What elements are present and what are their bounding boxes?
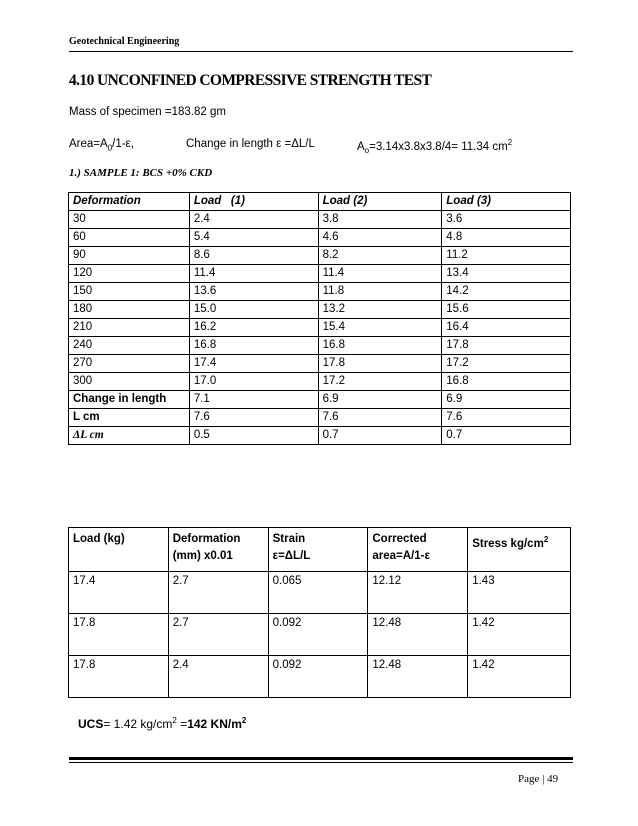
table-cell: 5.4 [189, 229, 318, 247]
table-cell: 300 [69, 373, 190, 391]
table-cell: 12.12 [368, 572, 468, 614]
column-header: Load (1) [189, 193, 318, 211]
table-cell: 3.8 [318, 211, 442, 229]
table-cell: 16.8 [189, 337, 318, 355]
table-cell: 17.2 [442, 355, 571, 373]
table-cell: 270 [69, 355, 190, 373]
table-cell: 13.4 [442, 265, 571, 283]
load-deformation-table [68, 192, 571, 445]
table-cell: 17.8 [69, 656, 169, 698]
table-cell: 16.8 [318, 337, 442, 355]
header-divider [69, 51, 573, 52]
table-cell: 60 [69, 229, 190, 247]
running-header: Geotechnical Engineering [69, 36, 180, 47]
section-title: 4.10 UNCONFINED COMPRESSIVE STRENGTH TEST [69, 72, 432, 89]
table-row [69, 319, 571, 337]
column-header: Load (kg) [69, 528, 169, 572]
page-number: Page | 49 [518, 773, 559, 785]
table-cell: 0.092 [268, 656, 368, 698]
table-cell: L cm [69, 409, 190, 427]
table-cell: 150 [69, 283, 190, 301]
table-cell: 2.4 [189, 211, 318, 229]
table-header-row [69, 528, 571, 572]
table-row [69, 283, 571, 301]
table-cell: 2.7 [168, 614, 268, 656]
table-cell: 7.6 [189, 409, 318, 427]
table-cell: 17.8 [69, 614, 169, 656]
table-cell: 210 [69, 319, 190, 337]
table-cell: 11.4 [189, 265, 318, 283]
table-cell: 17.4 [69, 572, 169, 614]
table-cell: 6.9 [442, 391, 571, 409]
table-cell: ΔL cm [69, 427, 190, 445]
table-row [69, 247, 571, 265]
table-row [69, 373, 571, 391]
table-row [69, 427, 571, 445]
table-row [69, 265, 571, 283]
table-cell: 12.48 [368, 614, 468, 656]
table-cell: 11.8 [318, 283, 442, 301]
column-header: Strain ε=ΔL/L [268, 528, 368, 572]
table-row [69, 337, 571, 355]
table-cell: 240 [69, 337, 190, 355]
table-row [69, 409, 571, 427]
table-cell: 17.8 [318, 355, 442, 373]
table-cell: 16.4 [442, 319, 571, 337]
table-cell: 180 [69, 301, 190, 319]
table-cell: 8.2 [318, 247, 442, 265]
table-cell: 6.9 [318, 391, 442, 409]
table-row [69, 211, 571, 229]
table-cell: 30 [69, 211, 190, 229]
table-cell: 11.4 [318, 265, 442, 283]
column-header: Deformation [69, 193, 190, 211]
table-row [69, 229, 571, 247]
table-row [69, 656, 571, 698]
table-cell: 0.092 [268, 614, 368, 656]
table-cell: 4.6 [318, 229, 442, 247]
table-cell: 11.2 [442, 247, 571, 265]
table-cell: 7.6 [318, 409, 442, 427]
footer-divider-thin [69, 762, 573, 763]
table-cell: 3.6 [442, 211, 571, 229]
table-row [69, 391, 571, 409]
table-cell: 4.8 [442, 229, 571, 247]
table-cell: 7.6 [442, 409, 571, 427]
footer-divider-thick [69, 757, 573, 760]
table-row [69, 355, 571, 373]
column-header: Corrected area=A/1-ε [368, 528, 468, 572]
table-row [69, 301, 571, 319]
table-cell: 15.4 [318, 319, 442, 337]
table-cell: 13.2 [318, 301, 442, 319]
table-cell: 2.4 [168, 656, 268, 698]
table-cell: 14.2 [442, 283, 571, 301]
initial-area-formula: $A_o=3.14x3.8x3.8/4= 11.34$ $cm^2$ [357, 138, 513, 156]
table-cell: 0.7 [318, 427, 442, 445]
change-in-length-formula: Change in length ε =ΔL/L [186, 138, 315, 150]
table-cell: 15.0 [189, 301, 318, 319]
table-cell: 15.6 [442, 301, 571, 319]
table-cell: 7.1 [189, 391, 318, 409]
sample-title: 1.) SAMPLE 1: BCS +0% CKD [69, 167, 213, 179]
table-cell: 17.0 [189, 373, 318, 391]
table-cell: 90 [69, 247, 190, 265]
table-cell: 2.7 [168, 572, 268, 614]
column-header: Load (2) [318, 193, 442, 211]
ucs-calculation-table [68, 527, 571, 698]
table-cell: 1.42 [468, 614, 571, 656]
column-header: Stress $kg/cm^2$ [468, 528, 571, 572]
table-cell: 17.2 [318, 373, 442, 391]
table-cell: 16.2 [189, 319, 318, 337]
table-cell: 13.6 [189, 283, 318, 301]
table-cell: 0.065 [268, 572, 368, 614]
table-row [69, 614, 571, 656]
table-cell: 120 [69, 265, 190, 283]
table-cell: 1.43 [468, 572, 571, 614]
table-cell: 12.48 [368, 656, 468, 698]
mass-of-specimen: Mass of specimen =183.82 gm [69, 106, 226, 118]
table-row [69, 572, 571, 614]
table-header-row [69, 193, 571, 211]
table-cell: 16.8 [442, 373, 571, 391]
area-formula: $Area=A_0/1-\varepsilon$, [69, 138, 134, 153]
column-header: Deformation (mm) x0.01 [168, 528, 268, 572]
table-cell: Change in length [69, 391, 190, 409]
table-cell: 17.4 [189, 355, 318, 373]
table-cell: 17.8 [442, 337, 571, 355]
column-header: Load (3) [442, 193, 571, 211]
table-cell: 8.6 [189, 247, 318, 265]
table-cell: 1.42 [468, 656, 571, 698]
table-cell: 0.7 [442, 427, 571, 445]
table-cell: 0.5 [189, 427, 318, 445]
ucs-result: UCS= 1.42 $kg/cm^2 =142$ $KN/m^2$ [78, 716, 247, 731]
